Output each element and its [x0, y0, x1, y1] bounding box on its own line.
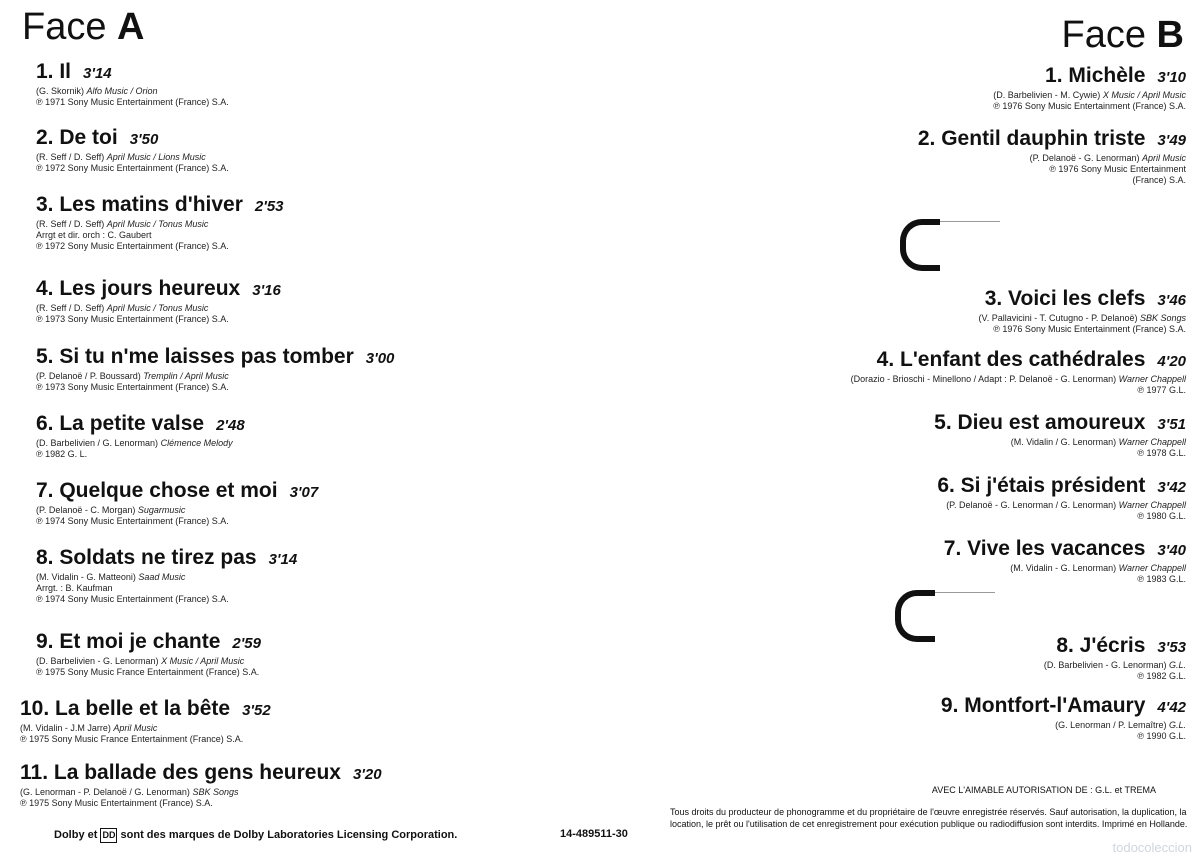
publisher-text: X Music / April Music	[161, 656, 245, 666]
publisher-text: Warner Chappell	[1118, 563, 1186, 573]
face-b-label: Face	[1061, 14, 1146, 56]
track-credit-line	[944, 574, 1186, 585]
track-credit-line	[1044, 660, 1186, 671]
track-credit-line	[20, 798, 382, 809]
track-entry	[36, 479, 318, 527]
track-heading	[36, 277, 281, 303]
publisher-text: G.L.	[1168, 660, 1186, 670]
track-credit-line	[36, 438, 245, 449]
publisher-text: Tremplin / April Music	[143, 371, 229, 381]
track-credit-line	[979, 313, 1186, 324]
credit-text: ℗ 1974 Sony Music Entertainment (France) S.A.	[36, 594, 229, 604]
track-credit-line	[36, 505, 318, 516]
publisher-text: April Music	[1141, 153, 1186, 163]
track-duration: 3'42	[1157, 479, 1186, 496]
credit-text: (M. Vidalin - G. Matteoni)	[36, 572, 136, 582]
track-title: 2. De toi	[36, 126, 118, 149]
track-credit-line	[36, 656, 261, 667]
track-entry	[918, 127, 1186, 186]
track-entry	[20, 761, 382, 809]
track-entry	[36, 126, 229, 174]
credit-text: (M. Vidalin - G. Lenorman)	[1010, 563, 1117, 573]
track-credit-line	[36, 371, 394, 382]
publisher-text: Saad Music	[138, 572, 186, 582]
credit-text: (P. Delanoë - G. Lenorman / G. Lenorman)	[946, 500, 1117, 510]
track-credit-line	[20, 723, 271, 734]
face-a-letter: A	[117, 6, 145, 48]
credit-text: ℗ 1972 Sony Music Entertainment (France) S.A.	[36, 163, 229, 173]
track-duration: 3'46	[1157, 292, 1186, 309]
track-heading	[20, 697, 271, 723]
track-heading	[36, 630, 261, 656]
credit-text: ℗ 1982 G.L.	[1137, 671, 1186, 681]
track-heading	[36, 60, 229, 86]
credit-text: ℗ 1975 Sony Music France Entertainment (France) S.A.	[36, 667, 260, 677]
track-entry	[993, 64, 1186, 112]
publisher-text: SBK Songs	[192, 787, 239, 797]
track-entry	[36, 193, 284, 252]
track-title: 5. Si tu n'me laisses pas tomber	[36, 345, 354, 368]
dolby-notice	[54, 828, 457, 843]
track-credit-line	[36, 516, 318, 527]
track-duration: 4'20	[1157, 353, 1186, 370]
track-entry	[36, 345, 394, 393]
track-heading	[934, 411, 1186, 437]
track-credit-line	[993, 101, 1186, 112]
track-heading	[937, 474, 1186, 500]
track-credit-line	[36, 219, 284, 230]
track-duration: 4'42	[1157, 699, 1186, 716]
publisher-text: Clémence Melody	[160, 438, 233, 448]
track-credit-line	[36, 303, 281, 314]
credit-text: (R. Seff / D. Seff)	[36, 219, 105, 229]
track-entry	[36, 412, 245, 460]
track-credit-line	[944, 563, 1186, 574]
track-heading	[851, 348, 1186, 374]
credit-text: (R. Seff / D. Seff)	[36, 303, 105, 313]
track-heading	[36, 345, 394, 371]
credit-text: (V. Pallavicini - T. Cutugno - P. Delanoë)	[978, 313, 1138, 323]
track-heading	[20, 761, 382, 787]
track-duration: 2'59	[232, 635, 261, 652]
credit-text: ℗ 1980 G.L.	[1137, 511, 1186, 521]
track-credit-line	[934, 448, 1186, 459]
track-credit-line	[36, 572, 297, 583]
track-title: 2. Gentil dauphin triste	[917, 127, 1146, 150]
track-duration: 3'50	[129, 131, 159, 148]
track-heading	[36, 412, 245, 438]
track-entry	[36, 60, 229, 108]
face-a-label: Face	[22, 6, 107, 48]
track-heading	[1044, 634, 1186, 660]
credit-text: ℗ 1976 Sony Music Entertainment (France) S.A.	[993, 324, 1186, 334]
permission-notice: AVEC L'AIMABLE AUTORISATION DE : G.L. et TREMA	[931, 785, 1156, 795]
bracket-ornament-top	[900, 219, 940, 271]
track-heading	[979, 287, 1186, 313]
track-heading	[36, 546, 297, 572]
credit-text: ℗ 1976 Sony Music Entertainment	[1049, 164, 1186, 174]
credit-text: ℗ 1971 Sony Music Entertainment (France) S.A.	[36, 97, 229, 107]
track-entry	[934, 411, 1186, 459]
track-title: 8. J'écris	[1056, 634, 1146, 657]
track-duration: 3'49	[1157, 132, 1186, 149]
track-duration: 3'14	[268, 551, 298, 568]
track-credit-line	[36, 230, 284, 241]
credit-text: ℗ 1973 Sony Music Entertainment (France) S.A.	[36, 382, 229, 392]
rights-notice: Tous droits du producteur de phonogramme et du propriétaire de l'œuvre enregistrée réservés. Sauf autorisation, la duplication, la location, le prêt ou l'utilisation de cet enregistrement pour exécution publique ou radiodiffusion sont interdits. Imprimé en Hollande.	[670, 807, 1188, 829]
track-duration: 3'16	[252, 282, 281, 299]
credit-text: (D. Barbelivien - G. Lenorman)	[1043, 660, 1167, 670]
track-duration: 3'14	[83, 65, 112, 82]
track-credit-line	[36, 583, 297, 594]
track-credit-line	[937, 500, 1186, 511]
track-duration: 2'53	[254, 198, 284, 215]
face-b-letter: B	[1156, 14, 1184, 56]
publisher-text: April Music / Tonus Music	[106, 303, 209, 313]
dolby-suffix: sont des marques de Dolby Laboratories Licensing Corporation.	[120, 829, 458, 841]
track-heading	[993, 64, 1186, 90]
track-title: 3. Les matins d'hiver	[36, 193, 243, 216]
track-title: 7. Vive les vacances	[943, 537, 1146, 560]
track-credit-line	[937, 511, 1186, 522]
track-credit-line	[851, 374, 1186, 385]
track-entry	[937, 474, 1186, 522]
track-credit-line	[20, 734, 271, 745]
credit-text: (P. Delanoë - G. Lenorman)	[1029, 153, 1140, 163]
track-duration: 3'07	[289, 484, 319, 501]
track-heading	[918, 127, 1186, 153]
track-duration: 2'48	[216, 417, 245, 434]
credit-text: (R. Seff / D. Seff)	[36, 152, 105, 162]
dolby-prefix: Dolby et	[54, 829, 98, 841]
credit-text: ℗ 1973 Sony Music Entertainment (France) S.A.	[36, 314, 229, 324]
track-credit-line	[918, 164, 1186, 175]
track-heading	[36, 126, 229, 152]
track-title: 10. La belle et la bête	[20, 697, 231, 720]
track-entry	[944, 537, 1186, 585]
watermark: todocoleccion	[1112, 840, 1192, 855]
credit-text: ℗ 1972 Sony Music Entertainment (France) S.A.	[36, 241, 229, 251]
track-credit-line	[36, 449, 245, 460]
track-entry	[36, 277, 281, 325]
track-credit-line	[993, 90, 1186, 101]
track-entry	[1044, 634, 1186, 682]
track-duration: 3'51	[1157, 416, 1186, 433]
track-title: 6. La petite valse	[36, 412, 205, 435]
track-title: 7. Quelque chose et moi	[36, 479, 278, 502]
credit-text: ℗ 1974 Sony Music Entertainment (France) S.A.	[36, 516, 229, 526]
track-title: 3. Voici les clefs	[984, 287, 1146, 310]
face-a-title	[22, 6, 145, 49]
credit-text: ℗ 1978 G.L.	[1137, 448, 1186, 458]
bracket-ornament-bottom	[895, 590, 935, 642]
track-duration: 3'10	[1157, 69, 1186, 86]
track-title: 11. La ballade des gens heureux	[20, 761, 341, 784]
credit-text: ℗ 1977 G.L.	[1137, 385, 1186, 395]
publisher-text: Sugarmusic	[137, 505, 186, 515]
credit-text: ℗ 1983 G.L.	[1137, 574, 1186, 584]
credit-text: (M. Vidalin / G. Lenorman)	[1010, 437, 1117, 447]
credit-text: Arrgt. : B. Kaufman	[36, 583, 113, 593]
face-b-title	[1062, 14, 1185, 57]
track-title: 6. Si j'étais président	[937, 474, 1146, 497]
track-duration: 3'52	[242, 702, 271, 719]
publisher-text: April Music	[113, 723, 158, 733]
track-credit-line	[36, 382, 394, 393]
publisher-text: Warner Chappell	[1118, 437, 1186, 447]
track-heading	[944, 537, 1186, 563]
track-entry	[20, 697, 271, 745]
publisher-text: Alfo Music / Orion	[86, 86, 158, 96]
track-entry	[36, 630, 261, 678]
track-duration: 3'53	[1157, 639, 1186, 656]
track-title: 4. L'enfant des cathédrales	[876, 348, 1146, 371]
track-title: 9. Et moi je chante	[36, 630, 221, 653]
track-credit-line	[36, 97, 229, 108]
credit-text: (P. Delanoë / P. Boussard)	[36, 371, 141, 381]
track-credit-line	[36, 667, 261, 678]
credit-text: (Dorazio - Brioschi - Minellono / Adapt : P. Delanoë - G. Lenorman)	[850, 374, 1117, 384]
credit-text: (G. Skornik)	[36, 86, 85, 96]
credit-text: (D. Barbelivien / G. Lenorman)	[36, 438, 159, 448]
track-credit-line	[918, 153, 1186, 164]
catalog-number: 14-489511-30	[560, 828, 628, 840]
publisher-text: Warner Chappell	[1118, 500, 1186, 510]
publisher-text: X Music / April Music	[1102, 90, 1186, 100]
track-credit-line	[36, 86, 229, 97]
publisher-text: April Music / Tonus Music	[106, 219, 209, 229]
track-credit-line	[941, 731, 1186, 742]
track-duration: 3'20	[352, 766, 382, 783]
track-credit-line	[36, 594, 297, 605]
track-title: 5. Dieu est amoureux	[934, 411, 1146, 434]
credit-text: (France) S.A.	[1132, 175, 1186, 185]
credit-text: (P. Delanoë - C. Morgan)	[36, 505, 136, 515]
publisher-text: G.L.	[1168, 720, 1186, 730]
track-credit-line	[1044, 671, 1186, 682]
track-title: 9. Montfort-l'Amaury	[940, 694, 1146, 717]
track-title: 1. Michèle	[1045, 64, 1146, 87]
credit-text: ℗ 1976 Sony Music Entertainment (France) S.A.	[993, 101, 1186, 111]
track-entry	[851, 348, 1186, 396]
credit-text: ℗ 1982 G. L.	[36, 449, 88, 459]
publisher-text: April Music / Lions Music	[106, 152, 206, 162]
track-title: 1. Il	[36, 60, 72, 83]
track-title: 4. Les jours heureux	[36, 277, 241, 300]
track-entry	[36, 546, 297, 605]
track-credit-line	[36, 241, 284, 252]
track-credit-line	[918, 175, 1186, 186]
publisher-text: SBK Songs	[1139, 313, 1186, 323]
credit-text: ℗ 1975 Sony Music France Entertainment (France) S.A.	[20, 734, 244, 744]
track-credit-line	[20, 787, 382, 798]
dolby-logo-icon: DD	[100, 828, 117, 843]
track-title: 8. Soldats ne tirez pas	[36, 546, 257, 569]
credit-text: ℗ 1990 G.L.	[1137, 731, 1186, 741]
credit-text: Arrgt et dir. orch : C. Gaubert	[36, 230, 152, 240]
credit-text: (D. Barbelivien - G. Lenorman)	[36, 656, 159, 666]
track-entry	[979, 287, 1186, 335]
track-duration: 3'40	[1157, 542, 1186, 559]
track-credit-line	[36, 163, 229, 174]
credit-text: (G. Lenorman / P. Lemaître)	[1055, 720, 1167, 730]
track-credit-line	[979, 324, 1186, 335]
track-heading	[941, 694, 1186, 720]
credit-text: (G. Lenorman - P. Delanoë / G. Lenorman)	[20, 787, 190, 797]
track-credit-line	[851, 385, 1186, 396]
track-credit-line	[36, 152, 229, 163]
track-heading	[36, 193, 284, 219]
track-credit-line	[934, 437, 1186, 448]
track-entry	[941, 694, 1186, 742]
track-heading	[36, 479, 318, 505]
credit-text: (D. Barbelivien - M. Cywie)	[993, 90, 1101, 100]
credit-text: (M. Vidalin - J.M Jarre)	[20, 723, 111, 733]
credit-text: ℗ 1975 Sony Music Entertainment (France) S.A.	[20, 798, 213, 808]
publisher-text: Warner Chappell	[1118, 374, 1186, 384]
track-credit-line	[941, 720, 1186, 731]
track-credit-line	[36, 314, 281, 325]
track-duration: 3'00	[365, 350, 395, 367]
